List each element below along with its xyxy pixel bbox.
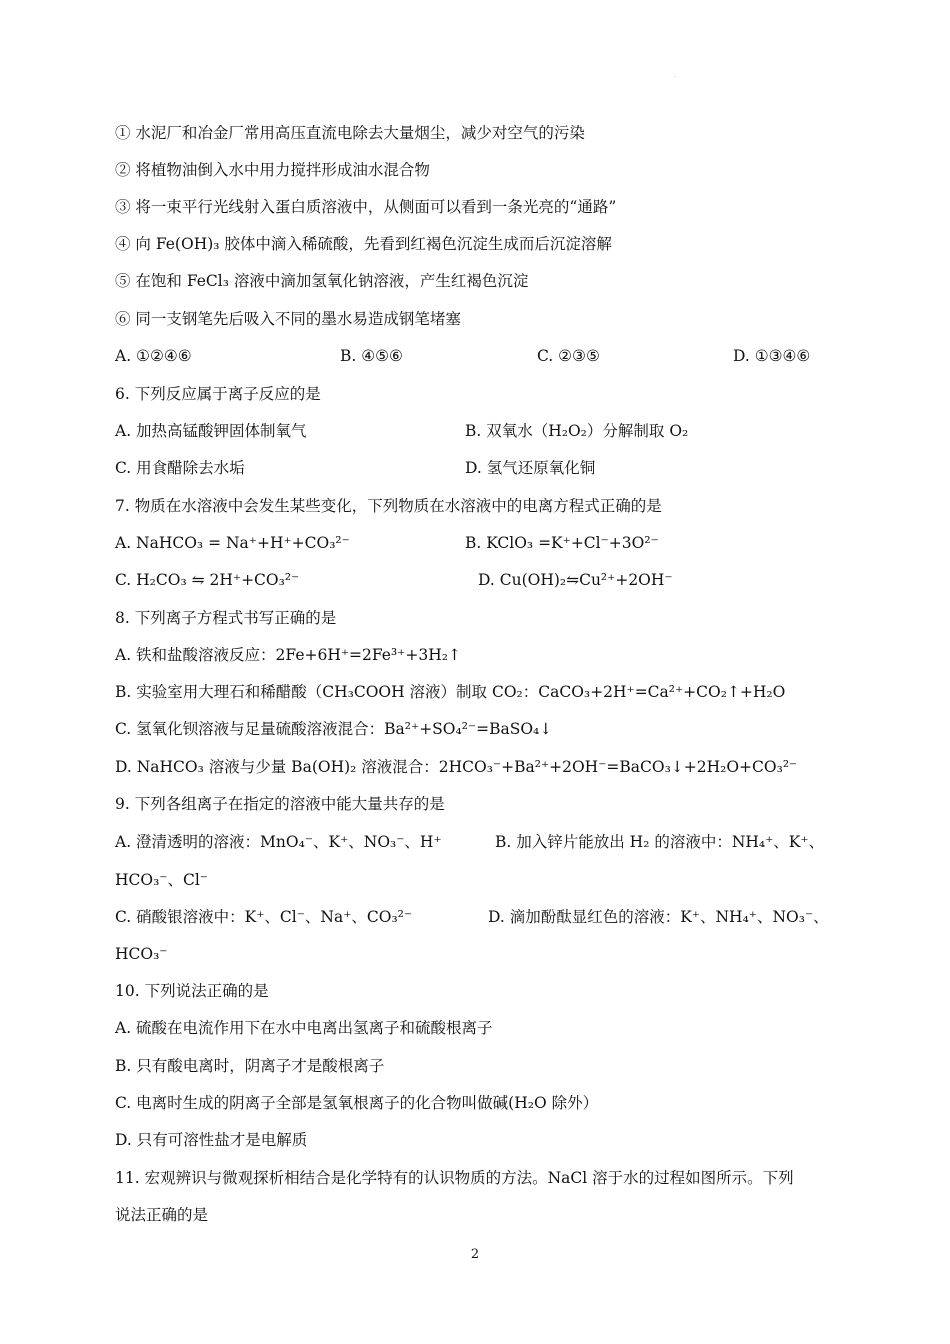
q5-option-d: D. ①③④⑥ (733, 347, 811, 365)
q7-option-c: C. H₂CO₃ ⇋ 2H⁺+CO₃²⁻ (115, 571, 300, 589)
q8-option-a: A. 铁和盐酸溶液反应：2Fe+6H⁺=2Fe³⁺+3H₂↑ (115, 646, 461, 664)
page-number: 2 (470, 1247, 480, 1262)
q5-option-a: A. ①②④⑥ (115, 347, 192, 365)
q7-option-d: D. Cu(OH)₂⇋Cu²⁺+2OH⁻ (478, 571, 673, 589)
q9-option-d: D. 滴加酚酞显红色的溶液：K⁺、NH₄⁺、NO₃⁻、 (488, 908, 829, 926)
statement-5: ⑤ 在饱和 FeCl₃ 溶液中滴加氢氧化钠溶液，产生红褐色沉淀 (115, 272, 529, 290)
q9-stem: 9. 下列各组离子在指定的溶液中能大量共存的是 (115, 795, 445, 813)
q8-option-c: C. 氢氧化钡溶液与足量硫酸溶液混合：Ba²⁺+SO₄²⁻=BaSO₄↓ (115, 720, 553, 738)
q7-option-a: A. NaHCO₃ = Na⁺+H⁺+CO₃²⁻ (115, 534, 350, 552)
q9-option-a: A. 澄清透明的溶液：MnO₄⁻、K⁺、NO₃⁻、H⁺ (115, 833, 442, 851)
q8-option-d: D. NaHCO₃ 溶液与少量 Ba(OH)₂ 溶液混合：2HCO₃⁻+Ba²⁺+2OH⁻=BaCO₃↓+2H₂O+CO₃²⁻ (115, 758, 798, 776)
q6-option-d: D. 氢气还原氧化铜 (465, 459, 596, 477)
q10-stem: 10. 下列说法正确的是 (115, 982, 269, 1000)
q6-stem: 6. 下列反应属于离子反应的是 (115, 385, 321, 403)
q9-option-b-continued: HCO₃⁻、Cl⁻ (115, 871, 208, 889)
statement-6: ⑥ 同一支钢笔先后吸入不同的墨水易造成钢笔堵塞 (115, 310, 461, 328)
statement-1: ① 水泥厂和冶金厂常用高压直流电除去大量烟尘，减少对空气的污染 (115, 124, 585, 142)
q9-option-d-continued: HCO₃⁻ (115, 945, 168, 963)
q7-stem: 7. 物质在水溶液中会发生某些变化，下列物质在水溶液中的电离方程式正确的是 (115, 497, 662, 515)
scan-dot: · (674, 74, 676, 81)
statement-2: ② 将植物油倒入水中用力搅拌形成油水混合物 (115, 161, 430, 179)
q9-option-c: C. 硝酸银溶液中：K⁺、Cl⁻、Na⁺、CO₃²⁻ (115, 908, 413, 926)
q10-option-d: D. 只有可溶性盐才是电解质 (115, 1131, 308, 1149)
q5-option-c: C. ②③⑤ (537, 347, 600, 365)
q8-stem: 8. 下列离子方程式书写正确的是 (115, 609, 337, 627)
q5-option-b: B. ④⑤⑥ (340, 347, 403, 365)
q10-option-c: C. 电离时生成的阴离子全部是氢氧根离子的化合物叫做碱(H₂O 除外） (115, 1094, 599, 1112)
q6-option-a: A. 加热高锰酸钾固体制氧气 (115, 422, 307, 440)
q10-option-a: A. 硫酸在电流作用下在水中电离出氢离子和硫酸根离子 (115, 1019, 493, 1037)
q11-stem-line2: 说法正确的是 (115, 1206, 209, 1224)
q10-option-b: B. 只有酸电离时，阴离子才是酸根离子 (115, 1057, 385, 1075)
q11-stem-line1: 11. 宏观辨识与微观探析相结合是化学特有的认识物质的方法。NaCl 溶于水的过程如图所示。下列 (115, 1169, 794, 1187)
statement-3: ③ 将一束平行光线射入蛋白质溶液中，从侧面可以看到一条光亮的“通路” (115, 198, 617, 216)
q6-option-b: B. 双氧水（H₂O₂）分解制取 O₂ (465, 422, 689, 440)
q7-option-b: B. KClO₃ =K⁺+Cl⁻+3O²⁻ (465, 534, 659, 552)
statement-4: ④ 向 Fe(OH)₃ 胶体中滴入稀硫酸，先看到红褐色沉淀生成而后沉淀溶解 (115, 235, 612, 253)
q8-option-b: B. 实验室用大理石和稀醋酸（CH₃COOH 溶液）制取 CO₂：CaCO₃+2H⁺=Ca²⁺+CO₂↑+H₂O (115, 683, 786, 701)
q6-option-c: C. 用食醋除去水垢 (115, 459, 245, 477)
q9-option-b: B. 加入锌片能放出 H₂ 的溶液中：NH₄⁺、K⁺、 (495, 833, 825, 851)
